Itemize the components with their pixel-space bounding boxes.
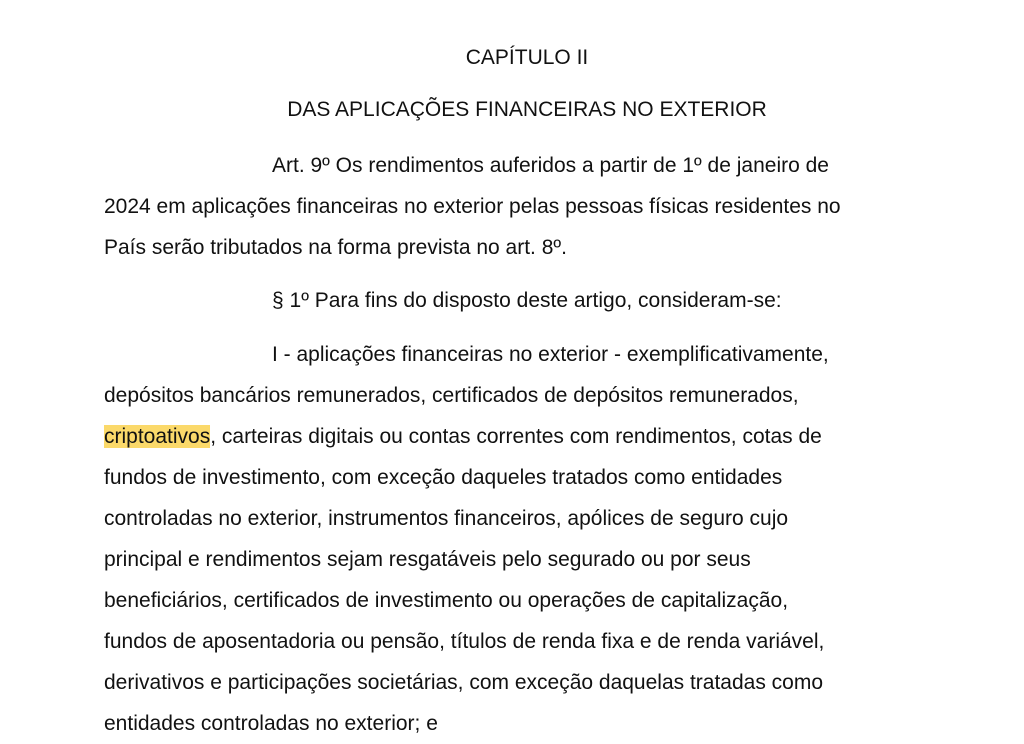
item-1-line-3-rest: , carteiras digitais ou contas correntes com rendimentos, cotas de [210,425,822,448]
item-1-line-8: fundos de aposentadoria ou pensão, títulos de renda fixa e de renda variável, [104,630,825,653]
article-line-2: 2024 em aplicações financeiras no exterior pelas pessoas físicas residentes no [104,195,841,218]
item-1-line-5: controladas no exterior, instrumentos financeiros, apólices de seguro cujo [104,507,789,530]
item-1-line-7: beneficiários, certificados de investimento ou operações de capitalização, [104,589,789,612]
item-1-line-6: principal e rendimentos sejam resgatáveis pelo segurado ou por seus [104,548,751,571]
paragraph-1: § 1º Para fins do disposto deste artigo, consideram-se: [272,289,782,312]
item-1-line-4: fundos de investimento, com exceção daqueles tratados como entidades [104,466,783,489]
section-title: DAS APLICAÇÕES FINANCEIRAS NO EXTERIOR [287,98,767,121]
item-1-line-1: I - aplicações financeiras no exterior - exemplificativamente, [272,343,829,366]
item-1-line-10: entidades controladas no exterior; e [104,712,438,735]
article-line-3: País serão tributados na forma prevista no art. 8º. [104,236,567,259]
chapter-title: CAPÍTULO II [465,46,589,69]
item-1-line-2: depósitos bancários remunerados, certificados de depósitos remunerados, [104,384,799,407]
article-line-1: Art. 9º Os rendimentos auferidos a partir de 1º de janeiro de [272,154,829,177]
item-1-line-9: derivativos e participações societárias, com exceção daquelas tratadas como [104,671,824,694]
highlighted-term: criptoativos [104,425,211,448]
item-1-line-3 [104,424,822,450]
